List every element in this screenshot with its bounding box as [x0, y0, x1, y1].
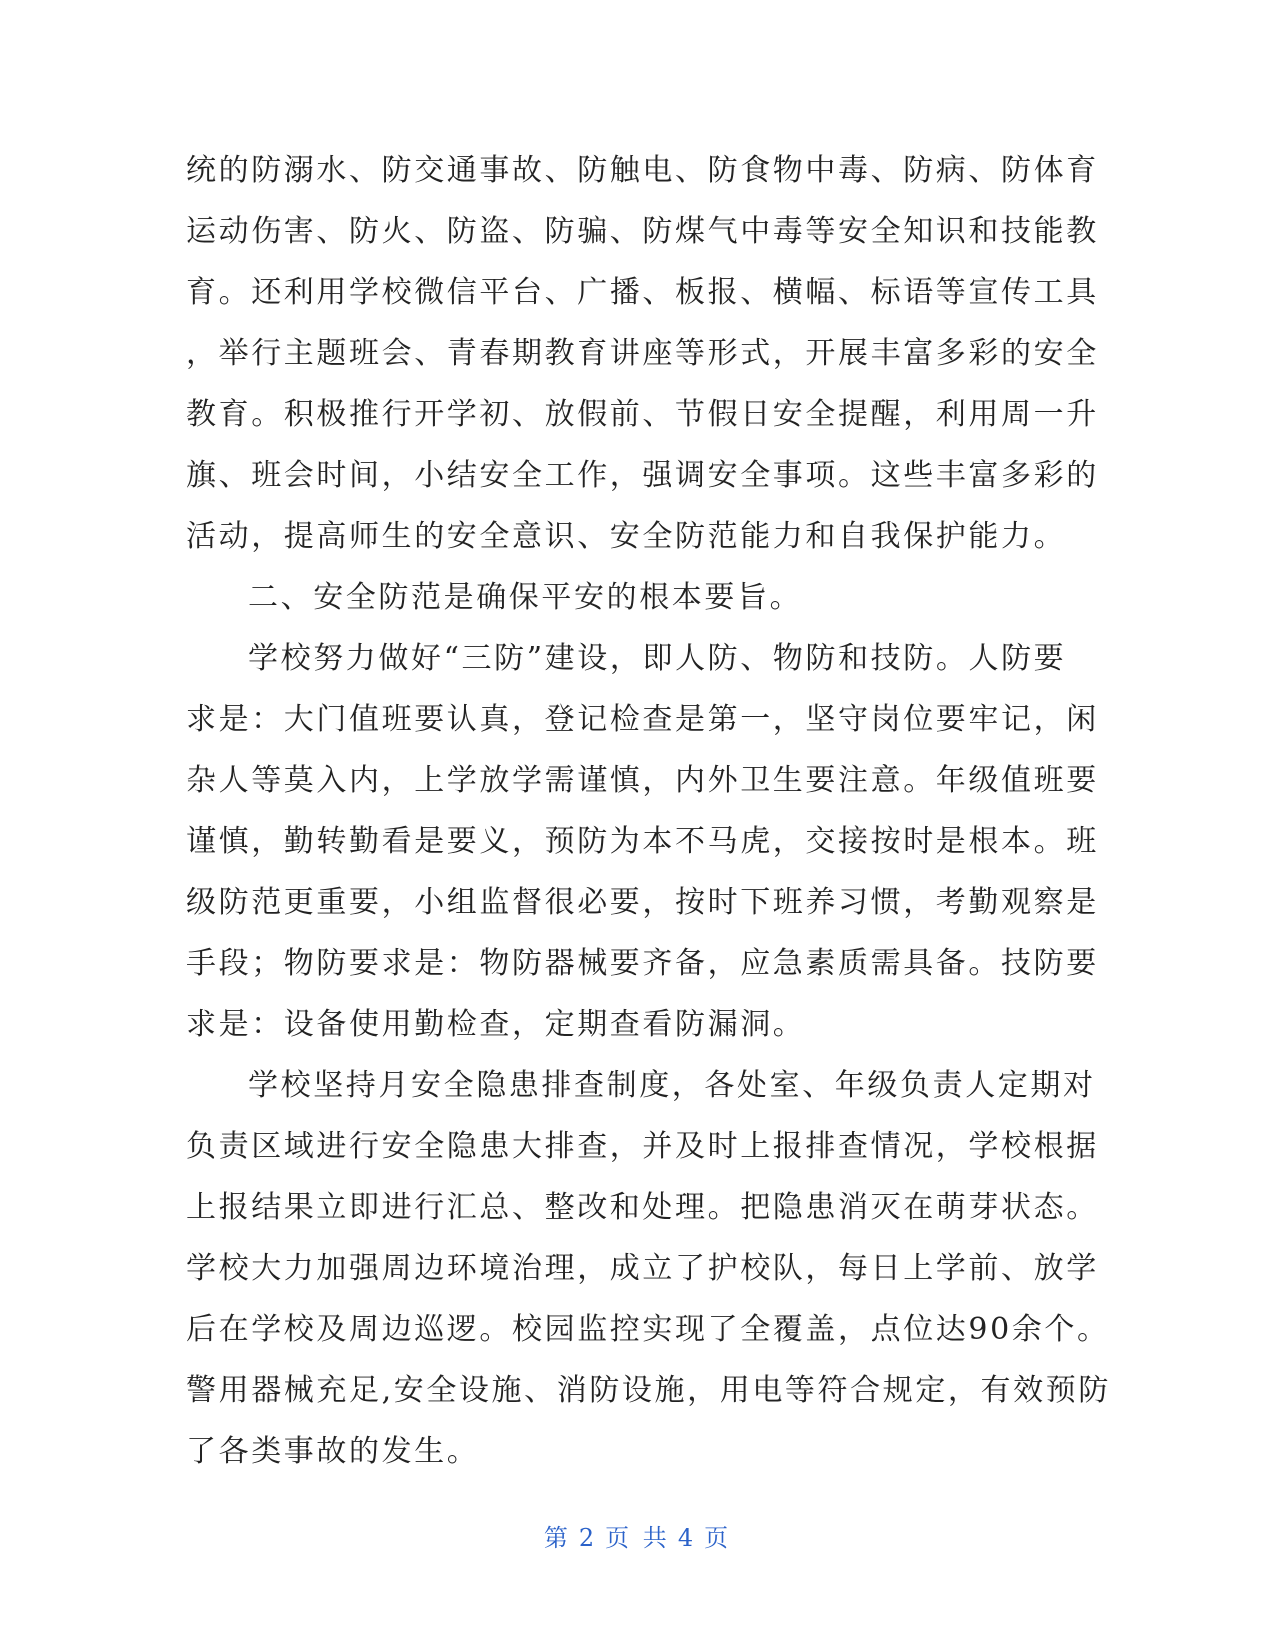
- body-line: ，举行主题班会、青春期教育讲座等形式，开展丰富多彩的安全: [186, 336, 1099, 371]
- body-line: 级防范更重要，小组监督很必要，按时下班养习惯，考勤观察是: [186, 885, 1099, 920]
- body-line: 求是：大门值班要认真，登记检查是第一，坚守岗位要牢记，闲: [186, 702, 1099, 737]
- page-number-total: 4: [677, 1524, 697, 1552]
- body-line: 谨慎，勤转勤看是要义，预防为本不马虎，交接按时是根本。班: [186, 824, 1099, 859]
- body-line: 运动伤害、防火、防盗、防骗、防煤气中毒等安全知识和技能教: [186, 214, 1099, 249]
- body-line: 旗、班会时间，小结安全工作，强调安全事项。这些丰富多彩的: [186, 458, 1099, 493]
- body-line: 求是：设备使用勤检查，定期查看防漏洞。: [186, 1007, 806, 1042]
- body-line: 了各类事故的发生。: [186, 1434, 480, 1469]
- body-line: 负责区域进行安全隐患大排查，并及时上报排查情况，学校根据: [186, 1129, 1099, 1164]
- body-line: 学校大力加强周边环境治理，成立了护校队，每日上学前、放学: [186, 1251, 1099, 1286]
- document-body: [186, 140, 1111, 1482]
- body-line: 杂人等莫入内，上学放学需谨慎，内外卫生要注意。年级值班要: [186, 763, 1099, 798]
- body-line: 学校坚持月安全隐患排查制度，各处室、年级负责人定期对: [248, 1068, 1096, 1103]
- page-footer: [0, 1518, 1275, 1553]
- body-line: 手段；物防要求是：物防器械要齐备，应急素质需具备。技防要: [186, 946, 1099, 981]
- body-line: 警用器械充足,安全设施、消防设施，用电等符合规定，有效预防: [186, 1373, 1111, 1408]
- body-line: 育。还利用学校微信平台、广播、板报、横幅、标语等宣传工具: [186, 275, 1099, 310]
- body-line: 活动，提高师生的安全意识、安全防范能力和自我保护能力。: [186, 519, 1067, 554]
- page-number-current: 2: [578, 1524, 598, 1552]
- section-heading: 二、安全防范是确保平安的根本要旨。: [248, 580, 803, 615]
- page-label-prefix: 第: [543, 1524, 571, 1552]
- body-line: 后在学校及周边巡逻。校园监控实现了全覆盖，点位达90余个。: [186, 1312, 1110, 1347]
- body-line: 教育。积极推行开学初、放假前、节假日安全提醒，利用周一升: [186, 397, 1099, 432]
- body-line: 上报结果立即进行汇总、整改和处理。把隐患消灭在萌芽状态。: [186, 1190, 1099, 1225]
- page-label-suffix: 页: [704, 1524, 732, 1552]
- page-label-mid: 页 共: [605, 1524, 670, 1552]
- body-line: 学校努力做好“三防”建设，即人防、物防和技防。人防要: [248, 641, 1067, 676]
- body-line: 统的防溺水、防交通事故、防触电、防食物中毒、防病、防体育: [186, 153, 1099, 188]
